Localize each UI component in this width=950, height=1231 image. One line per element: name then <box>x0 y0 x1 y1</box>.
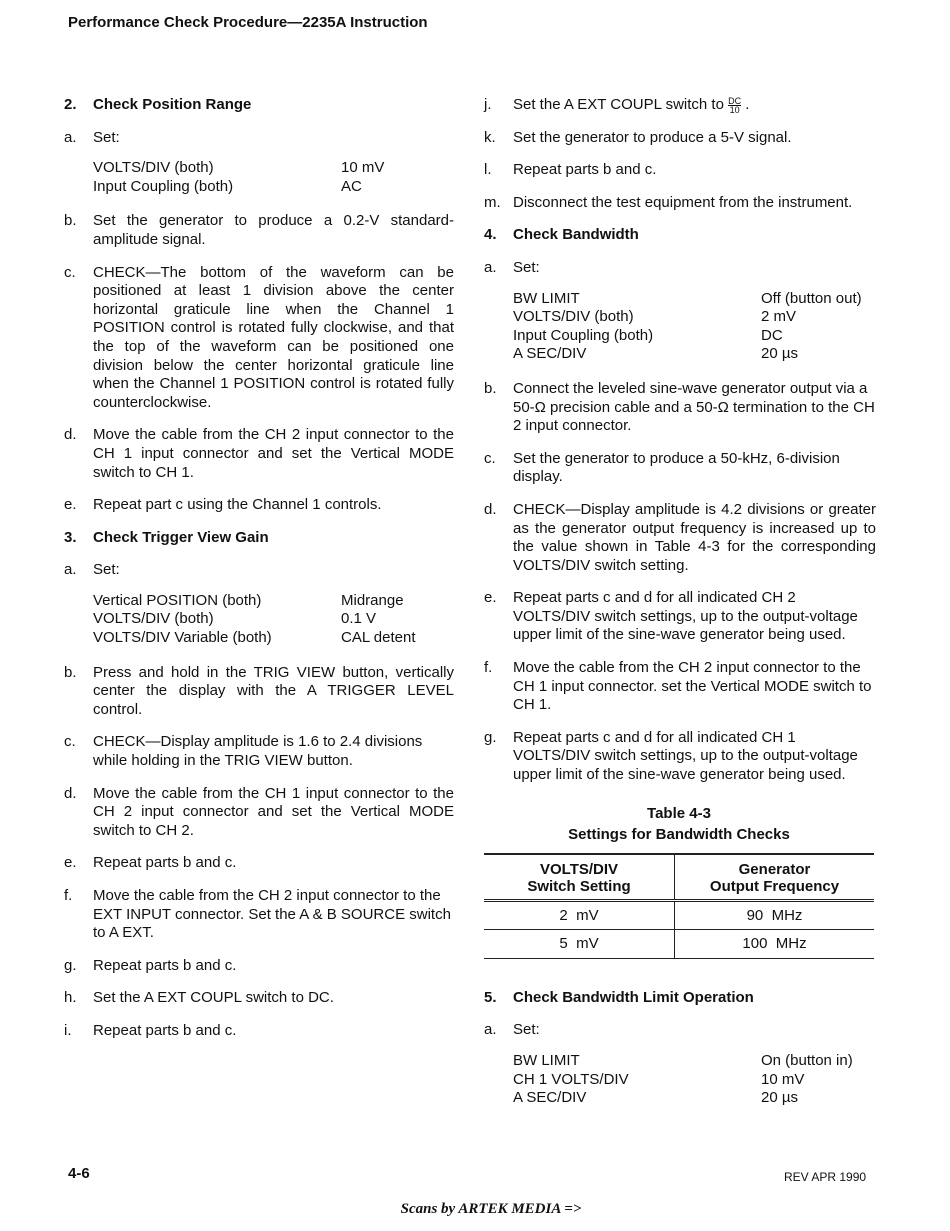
settings-list <box>513 1052 876 1108</box>
step-label: k. <box>484 128 496 146</box>
step-label: i. <box>64 1021 72 1039</box>
step-text: Set: <box>513 1021 540 1039</box>
step-text: Repeat part c using the Channel 1 controls. <box>93 496 382 514</box>
setting-row <box>93 592 454 611</box>
step-text: Set: <box>93 561 120 579</box>
settings-list <box>93 592 454 648</box>
setting-value: 0.1 V <box>341 610 377 628</box>
step <box>484 380 876 436</box>
setting-value: 10 mV <box>761 1070 805 1088</box>
setting-name: BW LIMIT <box>513 1052 580 1069</box>
step-label: a. <box>64 128 77 146</box>
step <box>64 496 454 515</box>
step-label: a. <box>484 1021 497 1039</box>
section-number: 5. <box>484 988 497 1006</box>
setting-value: 20 µs <box>761 345 798 363</box>
setting-value: On (button in) <box>761 1052 853 1069</box>
table-header-cell <box>484 854 675 901</box>
step <box>64 129 454 148</box>
step-label: a. <box>64 561 77 579</box>
table-cell: 5 mV <box>484 930 675 959</box>
setting-name: A SEC/DIV <box>513 1089 587 1107</box>
page-number: 4-6 <box>68 1165 90 1182</box>
setting-name: VOLTS/DIV Variable (both) <box>93 629 272 647</box>
step <box>64 426 454 482</box>
scan-credit: Scans by ARTEK MEDIA => <box>400 1201 582 1217</box>
step-text: Press and hold in the TRIG VIEW button, vertically center the display with the A TRIGGER LEVEL control. <box>93 663 454 718</box>
section-number: 3. <box>64 528 77 546</box>
setting-value: AC <box>341 177 362 195</box>
section-heading <box>64 96 454 115</box>
header-line: VOLTS/DIV <box>539 860 619 878</box>
step <box>484 259 876 278</box>
step-label: b. <box>64 663 77 681</box>
setting-value: CAL detent <box>341 629 416 647</box>
table-cell: 100 MHz <box>675 930 875 959</box>
step-label: c. <box>64 733 76 751</box>
table-cell: 2 mV <box>484 900 675 930</box>
step-text: Repeat parts b and c. <box>93 956 237 974</box>
step-text: Repeat parts b and c. <box>93 1021 237 1039</box>
setting-name: Input Coupling (both) <box>93 177 234 195</box>
step <box>64 1022 454 1041</box>
setting-row <box>93 178 454 197</box>
step-text: Set the A EXT COUPL switch to DC. <box>93 989 334 1007</box>
section-heading <box>484 989 876 1008</box>
table-cell: 90 MHz <box>675 900 875 930</box>
setting-row <box>513 327 876 346</box>
setting-name: VOLTS/DIV (both) <box>93 159 214 177</box>
step <box>484 96 876 115</box>
step-text: CHECK—The bottom of the waveform can be positioned at least 1 division above the center horizontal graticule line when the Channel 1 POSITION control is rotated fully clockwise, and that the top of the waveform can be positioned one division below the center horizontal graticule line when the Channel 1 POSITION control is rotated fully counterclockwise. <box>93 263 454 411</box>
step-label: c. <box>64 263 76 281</box>
setting-row <box>93 159 454 178</box>
setting-name: VOLTS/DIV (both) <box>513 308 634 326</box>
step <box>64 785 454 841</box>
step-label: e. <box>64 496 77 514</box>
right-column <box>484 96 876 1124</box>
step-text: CHECK—Display amplitude is 4.2 divisions or greater as the generator output frequency is increased up to the value shown in Table 4-3 for the corresponding VOLTS/DIV switch setting. <box>513 500 876 574</box>
setting-row <box>513 290 876 309</box>
table-block <box>484 803 876 959</box>
setting-value: Off (button out) <box>761 289 862 307</box>
step <box>484 1021 876 1040</box>
step <box>484 129 876 148</box>
section-heading <box>64 529 454 548</box>
step-text: Disconnect the test equipment from the instrument. <box>513 193 853 211</box>
step-label: b. <box>64 212 77 230</box>
setting-row <box>513 1052 876 1071</box>
step-text: Move the cable from the CH 1 input connector to the CH 2 input connector and set the Vertical MODE switch to CH 2. <box>93 784 454 839</box>
step-label: a. <box>484 258 497 276</box>
step-label: h. <box>64 989 77 1007</box>
step-text: Set the generator to produce a 0.2-V standard-amplitude signal. <box>93 212 454 248</box>
step-text: Connect the leveled sine-wave generator output via a 50-Ω precision cable and a 50-Ω termination to the CH 2 input connector. <box>513 379 875 435</box>
step <box>64 212 454 249</box>
setting-row <box>513 1071 876 1090</box>
step-text: Set the generator to produce a 50-kHz, 6-division display. <box>513 449 840 486</box>
table-subtitle: Settings for Bandwidth Checks <box>568 825 790 843</box>
setting-name: VOLTS/DIV (both) <box>93 610 214 628</box>
section-title: Check Position Range <box>93 96 252 113</box>
step <box>64 887 454 943</box>
section-title: Check Trigger View Gain <box>93 528 269 546</box>
setting-value: Midrange <box>341 591 404 609</box>
step-label: f. <box>64 887 73 904</box>
step <box>64 957 454 976</box>
step-label: l. <box>484 161 492 179</box>
step <box>64 854 454 873</box>
setting-name: A SEC/DIV <box>513 345 587 363</box>
section-number: 4. <box>484 226 497 244</box>
setting-name: Input Coupling (both) <box>513 326 654 344</box>
revision-date: REV APR 1990 <box>784 1170 867 1184</box>
step <box>484 659 876 715</box>
step-text: Move the cable from the CH 2 input connector to the CH 1 input connector and set the Vertical MODE switch to CH 1. <box>93 426 454 481</box>
step-text-end: . <box>745 96 750 113</box>
bandwidth-table <box>484 853 874 959</box>
step-text <box>513 96 876 115</box>
step <box>64 733 454 770</box>
header-line: Switch Setting <box>527 877 631 895</box>
setting-row <box>93 610 454 629</box>
section-title: Check Bandwidth Limit Operation <box>513 988 754 1006</box>
left-column <box>64 96 454 1055</box>
step-label: d. <box>484 500 497 518</box>
step-text: Repeat parts b and c. <box>93 854 237 872</box>
section-number: 2. <box>64 96 77 113</box>
table-row <box>484 900 874 930</box>
setting-row <box>513 308 876 327</box>
step <box>64 561 454 580</box>
table-header-cell <box>675 854 875 901</box>
step-text: Move the cable from the CH 2 input connector to the CH 1 input connector. set the Vertical MODE switch to CH 1. <box>513 659 872 714</box>
dc-over-10-symbol <box>728 97 741 114</box>
step-label: e. <box>484 589 497 607</box>
step-label: d. <box>64 784 77 802</box>
step-text: CHECK—Display amplitude is 1.6 to 2.4 divisions while holding in the TRIG VIEW button. <box>93 733 423 770</box>
table-title: Table 4-3 <box>647 804 711 822</box>
setting-row <box>93 629 454 648</box>
setting-name: CH 1 VOLTS/DIV <box>513 1070 629 1088</box>
step-label: f. <box>484 659 493 677</box>
setting-value: DC <box>761 326 783 344</box>
step-label: b. <box>484 379 497 397</box>
table-header-row <box>484 854 874 901</box>
setting-row <box>513 345 876 364</box>
step-text: Set: <box>93 128 120 146</box>
settings-list <box>93 159 454 196</box>
step-text: Move the cable from the CH 2 input connector to the EXT INPUT connector. Set the A & B SOURCE switch to A EXT. <box>93 887 451 942</box>
section-heading <box>484 226 876 245</box>
fraction-top: DC <box>728 95 742 106</box>
header-line: Generator <box>738 860 811 878</box>
setting-value: 2 mV <box>761 308 797 326</box>
setting-value: 20 µs <box>761 1089 798 1107</box>
table-row <box>484 930 874 959</box>
step-text: Repeat parts c and d for all indicated CH 1 VOLTS/DIV switch settings, up to the output-voltage upper limit of the sine-wave generator being used. <box>513 728 858 784</box>
step <box>484 194 876 213</box>
settings-list <box>513 290 876 364</box>
step-label: g. <box>64 956 77 974</box>
step-label: m. <box>484 193 501 211</box>
step <box>484 501 876 575</box>
setting-name: Vertical POSITION (both) <box>93 591 262 609</box>
step-label: c. <box>484 449 496 467</box>
page-header-title: Performance Check Procedure—2235A Instruction <box>68 14 428 31</box>
step-text: Repeat parts b and c. <box>513 161 657 179</box>
setting-row <box>513 1089 876 1108</box>
step <box>484 450 876 487</box>
setting-name: BW LIMIT <box>513 289 580 307</box>
step-text: Set the generator to produce a 5-V signal. <box>513 128 792 146</box>
step-label: j. <box>484 96 492 113</box>
fraction-bottom: 10 <box>729 104 740 115</box>
step-label: d. <box>64 426 77 444</box>
step-label: e. <box>64 854 77 872</box>
step <box>484 161 876 180</box>
header-line: Output Frequency <box>709 877 840 895</box>
step-text-main: Set the A EXT COUPL switch to <box>513 96 724 113</box>
section-title: Check Bandwidth <box>513 226 639 244</box>
setting-value: 10 mV <box>341 159 385 177</box>
step-text: Repeat parts c and d for all indicated CH 2 VOLTS/DIV switch settings, up to the output-voltage upper limit of the sine-wave generator being used. <box>513 589 858 644</box>
step <box>484 589 876 645</box>
step-text: Set: <box>513 258 540 276</box>
step <box>64 264 454 413</box>
step <box>64 664 454 720</box>
step-label: g. <box>484 728 497 746</box>
step <box>484 729 876 785</box>
step <box>64 989 454 1008</box>
